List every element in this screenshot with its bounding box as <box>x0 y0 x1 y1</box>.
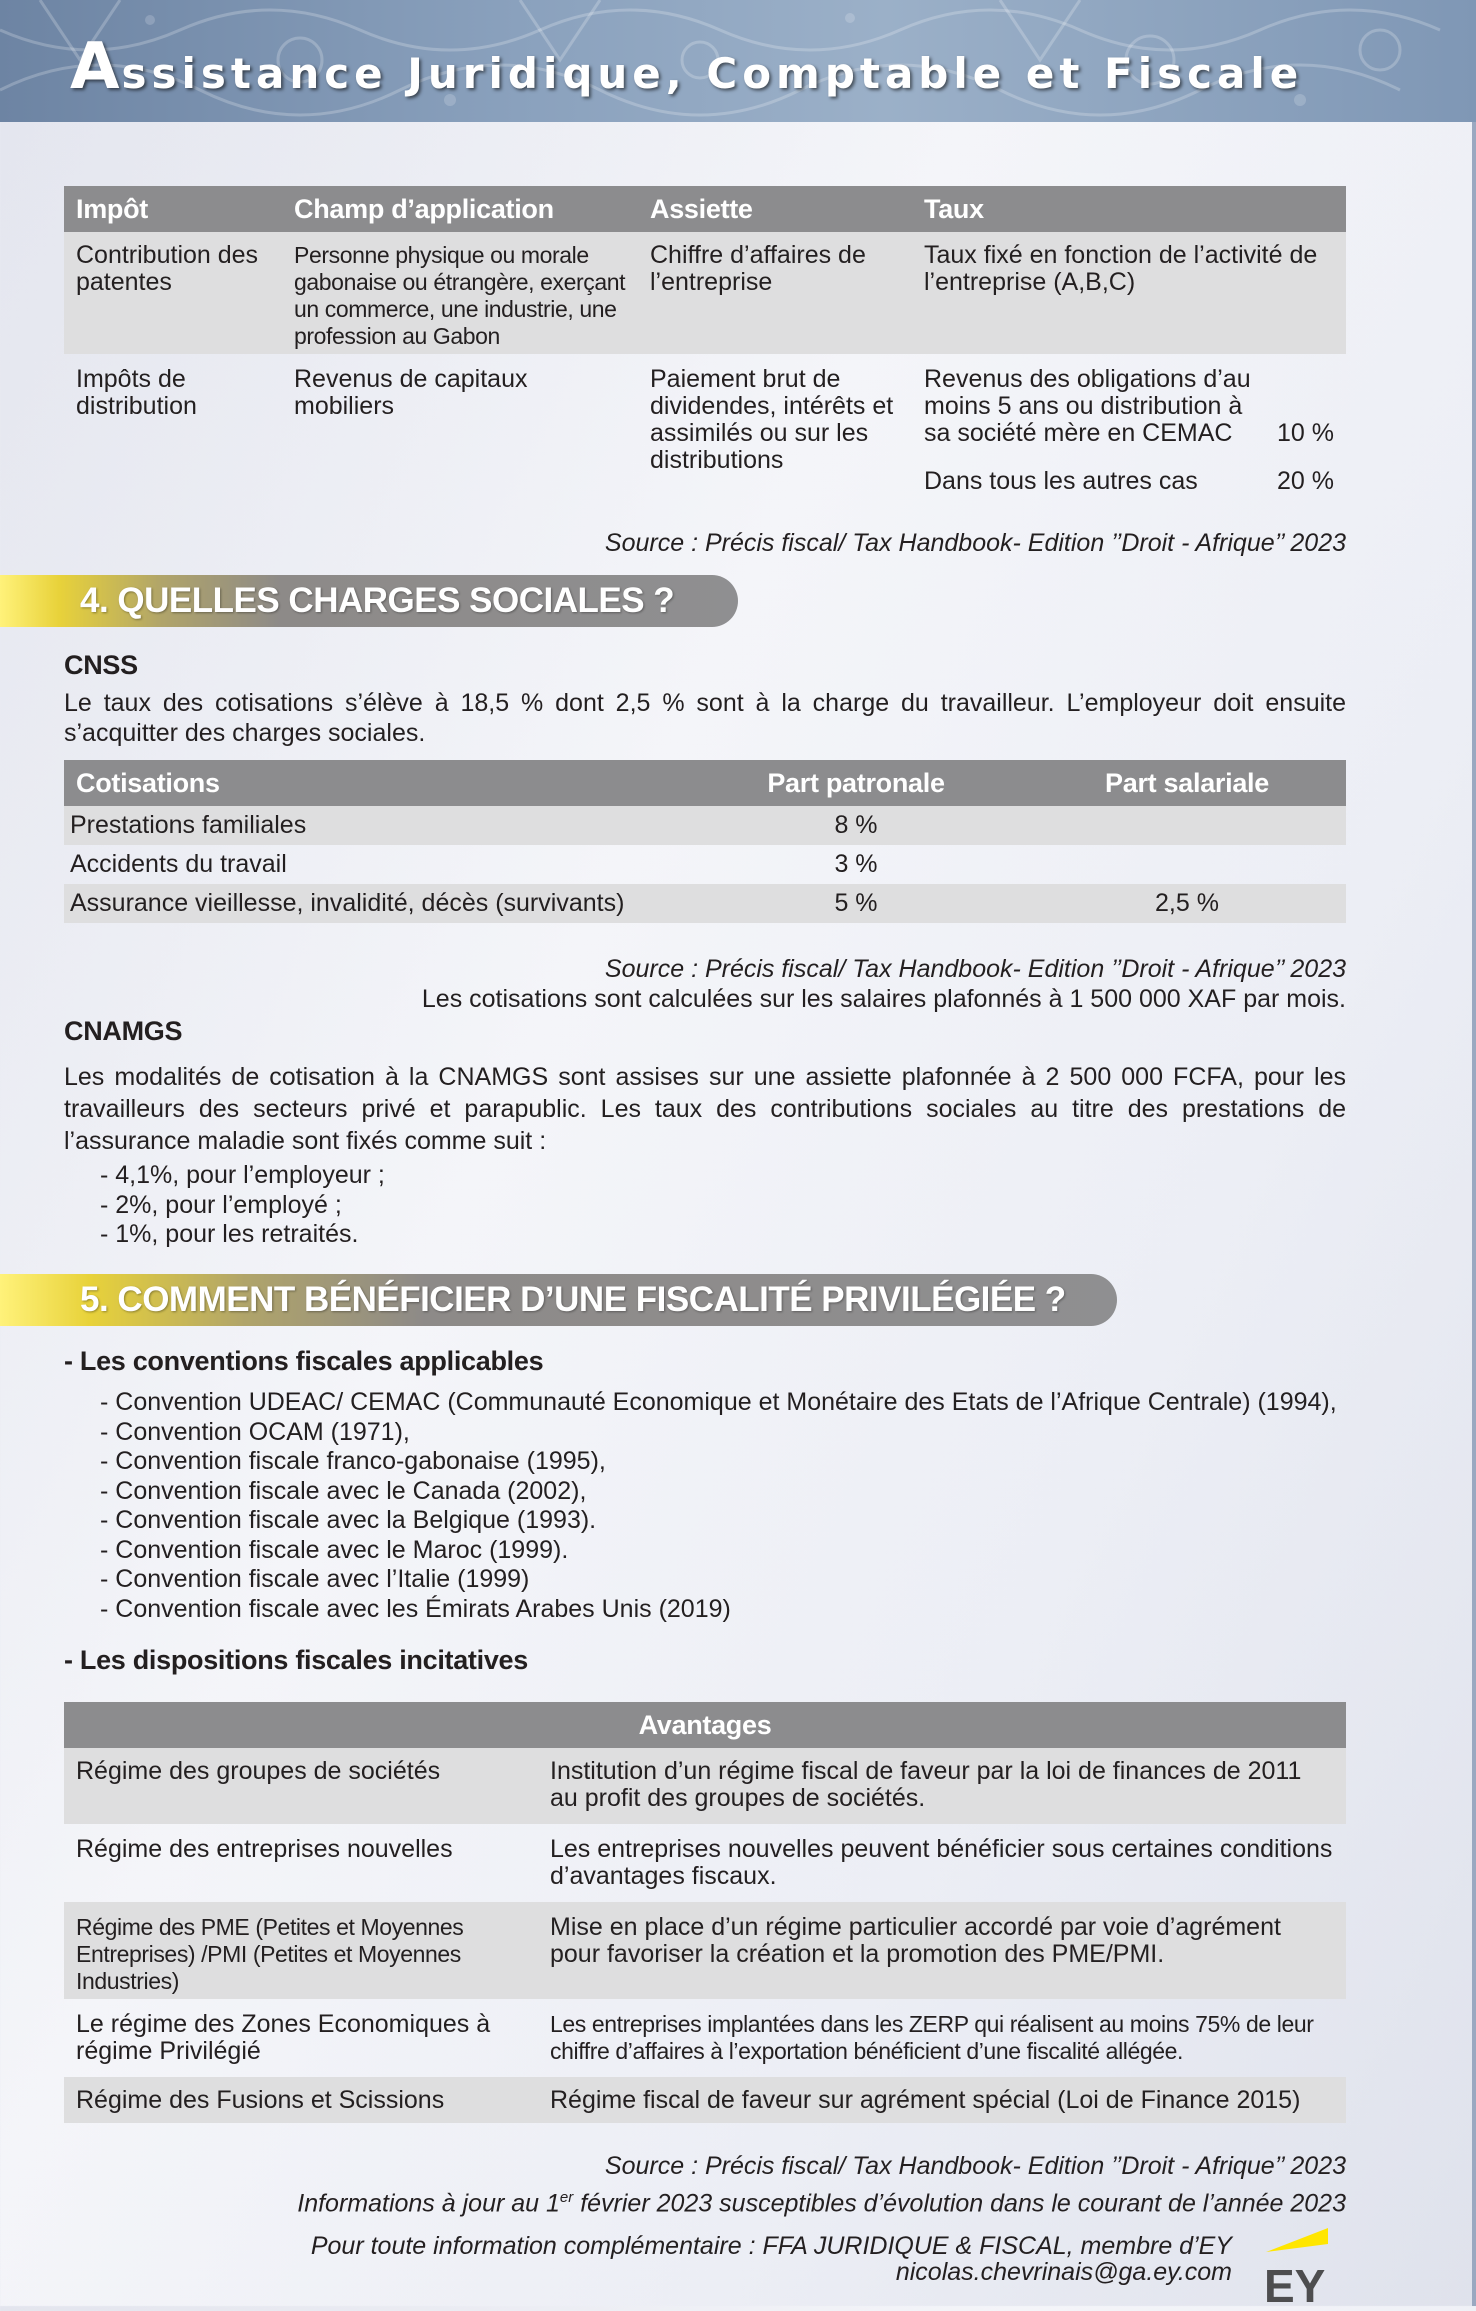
table-cell: Chiffre d’affaires de l’entreprise <box>638 232 912 354</box>
list-item: - Convention fiscale avec la Belgique (1993). <box>100 1506 597 1534</box>
table-cell: Régime des entreprises nouvelles <box>76 1835 453 1863</box>
table-cell: 8 % <box>684 806 1028 845</box>
col-header: Assiette <box>638 186 912 232</box>
update-text: Informations à jour au 1 <box>297 2189 560 2218</box>
table-cell: Revenus de capitaux mobiliers <box>294 365 528 420</box>
incentives-heading: - Les dispositions fiscales incitatives <box>64 1645 528 1675</box>
table-row <box>64 884 1346 923</box>
table-cell: 2,5 % <box>1028 884 1346 923</box>
conventions-list <box>100 1388 1337 1624</box>
rate-line <box>924 366 1334 447</box>
table-cell <box>912 354 1346 499</box>
page-title <box>70 30 1303 104</box>
table-cell <box>1028 806 1346 845</box>
col-header: Impôt <box>64 186 282 232</box>
table-cell: Les entreprises implantées dans les ZERP qui réalisent au moins 75% de leur chiffre d’affaires à l’exportation bénéficient d’une fiscalité allégée. <box>550 2011 1314 2064</box>
list-item: - Convention UDEAC/ CEMAC (Communauté Economique et Monétaire des Etats de l’Afrique Centrale) (1994), <box>100 1388 1337 1416</box>
right-edge-line <box>1472 122 1476 2306</box>
table-cell: 5 % <box>684 884 1028 923</box>
list-item: - 4,1%, pour l’employeur ; <box>100 1161 385 1189</box>
footer-source: Source : Précis fiscal/ Tax Handbook- Edition ’’Droit - Afrique’’ 2023 <box>604 2152 1346 2180</box>
table-cell: Taux fixé en fonction de l’activité de l’entreprise (A,B,C) <box>912 232 1346 354</box>
table-row <box>64 354 1346 499</box>
ey-logo-icon <box>1258 2222 1330 2306</box>
col-header: Part patronale <box>684 760 1028 806</box>
table-row <box>64 845 1346 884</box>
table-cell: Paiement brut de dividendes, intérêts et assimilés ou sur les distributions <box>650 365 894 474</box>
cnamgs-heading: CNAMGS <box>64 1016 183 1046</box>
table-cell: Régime fiscal de faveur sur agrément spécial (Loi de Finance 2015) <box>538 2077 1346 2123</box>
table-cell: Mise en place d’un régime particulier accordé par voie d’agrément pour favoriser la création et la promotion des PME/PMI. <box>538 1902 1346 1999</box>
table-row <box>64 2077 1346 2123</box>
header-banner <box>0 0 1476 122</box>
list-item: - Convention OCAM (1971), <box>100 1417 410 1446</box>
cotisations-header <box>64 760 1346 806</box>
table-cell: Régime des PME (Petites et Moyennes Entreprises) /PMI (Petites et Moyennes Industries) <box>64 1902 538 1999</box>
title-initial: A <box>70 30 122 104</box>
cnss-heading: CNSS <box>64 650 138 680</box>
rate-label: Revenus des obligations d’au moins 5 ans ou distribution à sa société mère en CEMAC <box>924 365 1251 447</box>
table-row <box>64 232 1346 354</box>
table-row <box>64 806 1346 845</box>
source-note: Source : Précis fiscal/ Tax Handbook- Edition ’’Droit - Afrique’’ 2023 <box>604 955 1346 983</box>
title-rest: ssistance Juridique, Comptable et Fiscale <box>121 49 1304 98</box>
footer-update-note <box>297 2189 1346 2218</box>
cotisations-table <box>64 760 1346 923</box>
table-cell: Impôts de distribution <box>76 365 197 420</box>
table-cell: Régime des groupes de sociétés <box>64 1748 538 1824</box>
col-header: Champ d’application <box>282 186 638 232</box>
section-5-bar <box>0 1274 1117 1326</box>
col-header: Part salariale <box>1028 760 1346 806</box>
update-text: février 2023 susceptibles d’évolution dans le courant de l’année 2023 <box>573 2189 1346 2218</box>
rate-value: 10 % <box>1277 419 1334 447</box>
avantages-header <box>64 1702 1346 1748</box>
section-5-title: 5. COMMENT BÉNÉFICIER D’UNE FISCALITÉ PRIVILÉGIÉE ? <box>80 1280 1066 1319</box>
list-item: - Convention fiscale avec les Émirats Arabes Unis (2019) <box>100 1594 731 1623</box>
tax-table <box>64 186 1346 499</box>
rate-line <box>924 468 1334 495</box>
plafond-note: Les cotisations sont calculées sur les salaires plafonnés à 1 500 000 XAF par mois. <box>421 985 1346 1013</box>
update-sup: er <box>559 2189 574 2206</box>
footer-contact: Pour toute information complémentaire : FFA JURIDIQUE & FISCAL, membre d’EY <box>310 2232 1232 2260</box>
col-header: Avantages <box>64 1702 1346 1748</box>
ey-logo <box>1258 2222 1330 2306</box>
list-item: - Convention fiscale avec le Canada (2002), <box>100 1476 587 1505</box>
list-item: - Convention fiscale avec l’Italie (1999) <box>100 1565 530 1593</box>
table-cell: Contribution des patentes <box>64 232 282 354</box>
list-item: - 1%, pour les retraités. <box>100 1220 359 1248</box>
table-cell: Prestations familiales <box>64 806 684 845</box>
table-cell: Accidents du travail <box>70 850 287 878</box>
cnamgs-rates-list <box>100 1161 385 1250</box>
list-item: - Convention fiscale avec le Maroc (1999). <box>100 1535 569 1564</box>
col-header: Taux <box>912 186 1346 232</box>
table-cell: Régime des Fusions et Scissions <box>64 2077 538 2123</box>
table-row <box>64 1824 1346 1902</box>
table-cell: 3 % <box>834 850 878 878</box>
table-row <box>64 1902 1346 1999</box>
conventions-heading: - Les conventions fiscales applicables <box>64 1346 544 1376</box>
table-cell: Les entreprises nouvelles peuvent bénéficier sous certaines conditions d’avantages fiscaux. <box>550 1835 1333 1890</box>
list-item: - Convention fiscale franco-gabonaise (1995), <box>100 1447 606 1475</box>
table-cell: Institution d’un régime fiscal de faveur par la loi de finances de 2011 au profit des groupes de sociétés. <box>538 1748 1346 1824</box>
rate-value: 20 % <box>1277 467 1334 495</box>
table-cell: Assurance vieillesse, invalidité, décès (survivants) <box>64 884 684 923</box>
avantages-table <box>64 1702 1346 2123</box>
table-cell: Personne physique ou morale gabonaise ou étrangère, exerçant un commerce, une industrie, une profession au Gabon <box>282 232 638 354</box>
tax-table-header <box>64 186 1346 232</box>
section-4-bar <box>0 575 738 627</box>
cnamgs-text: Les modalités de cotisation à la CNAMGS sont assises sur une assiette plafonnée à 2 500 000 FCFA, pour les travailleurs des secteurs privé et parapublic. Les taux des contributions sociales au titre des prestations de l’assurance maladie sont fixés comme suit : <box>64 1063 1346 1155</box>
col-header: Cotisations <box>64 760 684 806</box>
ey-logo-text: EY <box>1264 2260 1326 2306</box>
table-cell: Le régime des Zones Economiques à régime Privilégié <box>76 2010 491 2065</box>
section-4-title: 4. QUELLES CHARGES SOCIALES ? <box>80 581 675 620</box>
list-item: - 2%, pour l’employé ; <box>100 1190 342 1219</box>
source-note: Source : Précis fiscal/ Tax Handbook- Edition ’’Droit - Afrique’’ 2023 <box>604 529 1346 557</box>
footer-email: nicolas.chevrinais@ga.ey.com <box>895 2258 1232 2286</box>
table-row <box>64 1999 1346 2077</box>
rate-label: Dans tous les autres cas <box>924 467 1198 495</box>
table-row <box>64 1748 1346 1824</box>
table-cell <box>1028 845 1346 884</box>
cnss-text: Le taux des cotisations s’élève à 18,5 % dont 2,5 % sont à la charge du travailleur. L’employeur doit ensuite s’acquitter des charges sociales. <box>64 689 1346 747</box>
